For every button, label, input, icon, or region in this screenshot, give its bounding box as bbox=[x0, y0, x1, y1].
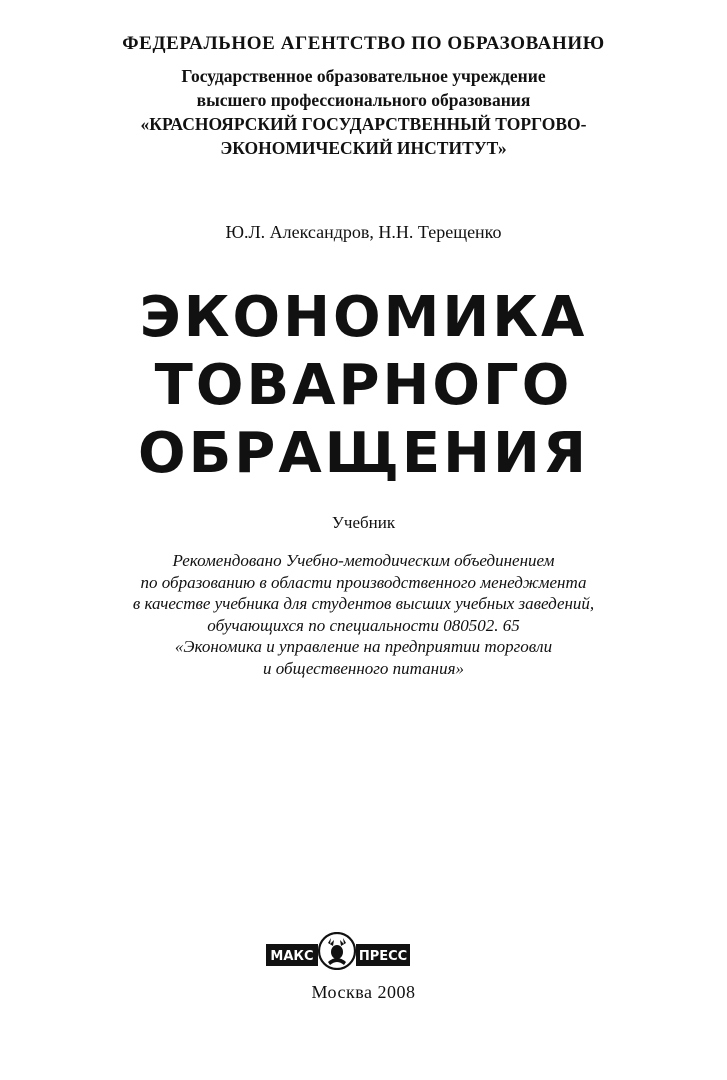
imprint: Москва 2008 bbox=[311, 982, 416, 1002]
agency-name: ФЕДЕРАЛЬНОЕ АГЕНТСТВО ПО ОБРАЗОВАНИЮ bbox=[122, 33, 605, 54]
recommendation-block bbox=[0, 550, 727, 679]
institution-block bbox=[0, 64, 727, 160]
title-line: ОБРАЩЕНИЯ bbox=[137, 421, 590, 486]
recommendation-line: и общественного питания» bbox=[263, 658, 464, 678]
authors: Ю.Л. Александров, Н.Н. Терещенко bbox=[225, 222, 502, 242]
deer-emblem-icon bbox=[319, 933, 355, 969]
logo-left-text: МАКС bbox=[270, 949, 314, 964]
institution-line: «КРАСНОЯРСКИЙ ГОСУДАРСТВЕННЫЙ ТОРГОВО- bbox=[140, 114, 587, 134]
institution-line: Государственное образовательное учреждение bbox=[181, 66, 546, 86]
institution-line: высшего профессионального образования bbox=[196, 90, 531, 110]
recommendation-line: «Экономика и управление на предприятии торговли bbox=[174, 637, 553, 656]
institution-line: ЭКОНОМИЧЕСКИЙ ИНСТИТУТ» bbox=[220, 138, 507, 158]
book-type: Учебник bbox=[331, 513, 396, 532]
recommendation-line: по образованию в области производственного менеджмента bbox=[140, 572, 587, 592]
book-title bbox=[0, 284, 727, 488]
title-line: ТОВАРНОГО bbox=[154, 353, 573, 418]
recommendation-line: Рекомендовано Учебно-методическим объединением bbox=[172, 551, 555, 570]
recommendation-line: обучающихся по специальности 080502. 65 bbox=[207, 615, 520, 635]
recommendation-line: в качестве учебника для студентов высших учебных заведений, bbox=[132, 594, 595, 613]
title-line: ЭКОНОМИКА bbox=[139, 285, 588, 350]
logo-right-text: ПРЕСС bbox=[358, 949, 408, 964]
publisher-logo bbox=[264, 932, 412, 970]
